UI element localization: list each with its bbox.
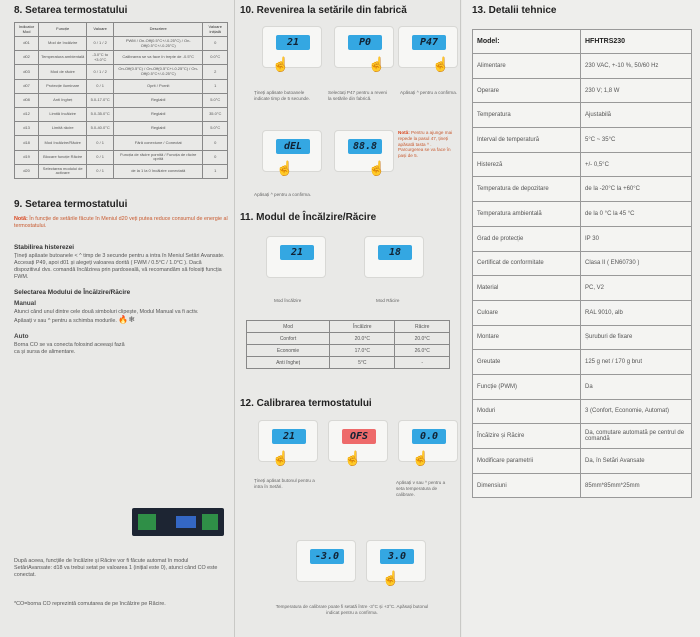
cell-val: 0 / 1 / 2 xyxy=(87,65,114,79)
table-row xyxy=(473,177,692,202)
flame-icon: 🔥 xyxy=(118,314,129,324)
cell-init: 5.0°C xyxy=(203,122,228,136)
table-row xyxy=(247,345,450,357)
table-row xyxy=(473,325,692,350)
cell-desc: Reglabil xyxy=(114,122,203,136)
cell-init: 0 xyxy=(203,136,228,150)
hysteresis-heading: Stabilirea histerezei xyxy=(14,243,75,251)
column-header: Indicator Mod xyxy=(15,23,39,37)
lcd-screen: 88.8 xyxy=(348,139,382,154)
thermostat-display xyxy=(364,236,424,278)
spec-value: Ajustabilă xyxy=(581,103,692,128)
thermostat-display xyxy=(262,26,322,68)
section-9-title: 9. Setarea termostatului xyxy=(14,198,128,210)
lcd-screen: OFS xyxy=(342,429,376,444)
cell-val: 0 / 1 / 2 xyxy=(87,37,114,51)
cell-func: Anti îngheț xyxy=(39,93,87,107)
spec-value: 85mm*85mm*25mm xyxy=(581,473,692,498)
spec-label: Alimentare xyxy=(473,54,581,79)
cell-mod: d08 xyxy=(15,93,39,107)
cell-val: 5.0-40.0°C xyxy=(87,122,114,136)
table-row xyxy=(473,473,692,498)
spec-label: Dimensiuni xyxy=(473,473,581,498)
note-text: În funcție de setările făcute în Meniul d20 veți putea reduce consumul de energie al termostatului. xyxy=(14,215,228,229)
spec-value: 230 V; 1,8 W xyxy=(581,78,692,103)
table-header xyxy=(247,321,450,333)
spec-label: Grad de protecție xyxy=(473,226,581,251)
table-cell: Confort xyxy=(247,333,330,345)
cell-val: 5.0-17.0°C xyxy=(87,93,114,107)
hand-press-icon: ☝ xyxy=(368,160,386,176)
section-13-title: 13. Detalii tehnice xyxy=(472,5,557,16)
table-row xyxy=(15,150,228,164)
co-footnote: *CO=borna CO reprezintă comutarea de pe încălzire pe Răcire. xyxy=(14,601,166,607)
table-row xyxy=(15,122,228,136)
tech-specs-table xyxy=(472,29,692,498)
spec-label: Operare xyxy=(473,78,581,103)
hand-press-icon: ☝ xyxy=(344,450,362,466)
table-row xyxy=(473,202,692,227)
heating-mode-caption: Mod Încălzire xyxy=(274,298,302,303)
cell-init: 1 xyxy=(203,79,228,93)
section-11-title: 11. Modul de Încălzire/Răcire xyxy=(240,212,377,223)
spec-label: Montare xyxy=(473,325,581,350)
terminal-block-image xyxy=(132,508,224,536)
model-label: Model: xyxy=(473,30,581,54)
cell-func: Limită răcire xyxy=(39,122,87,136)
spec-value: de la 0 °C la 45 °C xyxy=(581,202,692,227)
cell-desc: Funcția de răcire pornită / Funcția de răcire oprită xyxy=(114,150,203,164)
step-caption: Țineți apăsat butonul pentru a intra în Setări. xyxy=(254,478,315,489)
step-caption: Țineți apăsate butoanele indicate timp de 5 secunde. xyxy=(254,90,310,101)
table-row xyxy=(15,164,228,178)
cell-func: Mod de încălzire xyxy=(39,37,87,51)
thermostat-display xyxy=(296,540,356,582)
cell-init: 2 xyxy=(203,65,228,79)
table-row xyxy=(473,399,692,424)
table-row xyxy=(473,251,692,276)
hysteresis-text: Țineți apăsate butoanele < ^ timp de 3 secunde pentru a intra în Meniul Setări Avansate. Accesați P49, apoi d01 și alegeți valoarea dorită ( FWM / 0.5°C / 1.0°C ). Dacă dispozitivul dvs. comandă încălzirea prin pardoseală, vă recomandăm să folosiți funcția FWM. xyxy=(14,252,225,280)
lcd-screen: -3.0 xyxy=(310,549,344,564)
hand-press-icon: ☝ xyxy=(382,570,400,586)
cell-init: 35.0°C xyxy=(203,107,228,121)
step-caption: Apăsați v sau ^ pentru a seta temperatura de calibrare. xyxy=(396,480,446,497)
table-row xyxy=(247,357,450,369)
column-header: Funcție xyxy=(39,23,87,37)
column-header: Valoare xyxy=(87,23,114,37)
table-row xyxy=(473,128,692,153)
auto-text: Borna CO se va conecta folosind aceeași fază ca și sursa de alimentare. xyxy=(14,341,125,355)
cell-mod: d13 xyxy=(15,122,39,136)
section-8-title: 8. Setarea termostatului xyxy=(14,5,128,16)
spec-label: Culoare xyxy=(473,300,581,325)
cell-desc: Calibrarea se va face în trepte de -0.5°C xyxy=(114,51,203,65)
table-row xyxy=(473,424,692,449)
cell-mod: d18 xyxy=(15,136,39,150)
table-row xyxy=(473,374,692,399)
step-caption: Apăsați ^ pentru a confirma. xyxy=(254,192,312,197)
hand-press-icon: ☝ xyxy=(272,56,290,72)
table-row xyxy=(473,276,692,301)
cell-val: 0 / 1 xyxy=(87,164,114,178)
spec-value: Clasa II ( EN60730 ) xyxy=(581,251,692,276)
cell-mod: d19 xyxy=(15,150,39,164)
spec-label: Greutate xyxy=(473,350,581,375)
cell-desc: Fără conexiune / Conectat xyxy=(114,136,203,150)
table-row xyxy=(15,93,228,107)
calibration-caption: Temperatura de calibrare poate fi setată între -3°C și +3°C. Apăsați butonul indicat pentru a confirma. xyxy=(275,604,429,615)
cell-func: Blocare funcție Răcire xyxy=(39,150,87,164)
table-cell: 17.0°C xyxy=(330,345,395,357)
cell-desc: PWM / On-Off(0.5°C+/-0.25°C) / On-Off(0.5°C+/-0.25°C) xyxy=(114,37,203,51)
cell-func: Temperatura ambientală xyxy=(39,51,87,65)
table-cell: 20.0°C xyxy=(330,333,395,345)
manual-text xyxy=(14,309,204,325)
table-row xyxy=(15,51,228,65)
cell-val: 0 / 1 xyxy=(87,150,114,164)
table-row xyxy=(473,78,692,103)
table-row xyxy=(473,300,692,325)
table-row xyxy=(473,103,692,128)
hand-press-icon: ☝ xyxy=(272,450,290,466)
spec-label: Modificare parametrii xyxy=(473,449,581,474)
spec-value: Da, comutare automată pe centrul de comandă xyxy=(581,424,692,449)
hand-press-icon: ☝ xyxy=(432,56,450,72)
lcd-screen: P0 xyxy=(348,35,382,50)
manual-heading: Manual xyxy=(14,299,37,307)
column-middle xyxy=(236,0,458,637)
cell-mod: d07 xyxy=(15,79,39,93)
lcd-screen: 0.0 xyxy=(412,429,446,444)
column-left xyxy=(0,0,232,637)
table-header xyxy=(15,23,228,37)
auto-followup-text: După aceea, funcțiile de încălzire și Răcire vor fi făcute automat în modul SetăriAvansate: d18 va trebui setat pe valoarea 1 (inițial este 0), atunci când CO este conectat. xyxy=(14,558,218,578)
table-row xyxy=(247,333,450,345)
column-header: Răcire xyxy=(395,321,450,333)
column-header: Mod xyxy=(247,321,330,333)
table-cell: Economie xyxy=(247,345,330,357)
cell-val: 0 / 1 xyxy=(87,79,114,93)
table-cell: Anti îngheț xyxy=(247,357,330,369)
table-row xyxy=(473,54,692,79)
spec-value: 3 (Confort, Economie, Automat) xyxy=(581,399,692,424)
table-cell: - xyxy=(395,357,450,369)
spec-label: Interval de temperatură xyxy=(473,128,581,153)
spec-value: Da, în Setări Avansate xyxy=(581,449,692,474)
column-header: Valoare inițială xyxy=(203,23,228,37)
thermostat-display xyxy=(266,236,326,278)
table-cell: 5°C xyxy=(330,357,395,369)
spec-value: Șuruburi de fixare xyxy=(581,325,692,350)
spec-value: 5°C ~ 35°C xyxy=(581,128,692,153)
section-10-title: 10. Revenirea la setările din fabrică xyxy=(240,5,407,16)
lcd-screen: P47 xyxy=(412,35,446,50)
cell-desc: Oprit / Pornit xyxy=(114,79,203,93)
lcd-screen: dEL xyxy=(276,139,310,154)
spec-value: de la -20°C la +60°C xyxy=(581,177,692,202)
cell-desc: Reglabil xyxy=(114,107,203,121)
spec-label: Certificat de conformitate xyxy=(473,251,581,276)
cell-func: Selectarea modului de activare xyxy=(39,164,87,178)
spec-label: Material xyxy=(473,276,581,301)
spec-value: 230 VAC, +-10 %, 50/60 Hz xyxy=(581,54,692,79)
table-row xyxy=(15,79,228,93)
section-12-title: 12. Calibrarea termostatului xyxy=(240,398,372,409)
step-caption: Selectați P47 pentru a reveni la setările din fabrică. xyxy=(328,90,387,101)
lcd-screen: 21 xyxy=(280,245,314,260)
spec-value: IP 30 xyxy=(581,226,692,251)
cell-mod: d03 xyxy=(15,65,39,79)
snowflake-icon: ❄ xyxy=(128,314,136,324)
lcd-screen: 18 xyxy=(378,245,412,260)
lcd-screen: 21 xyxy=(272,429,306,444)
table-row xyxy=(473,350,692,375)
table-row xyxy=(15,37,228,51)
note-label: Notă: xyxy=(14,215,28,222)
table-row xyxy=(15,136,228,150)
table-row xyxy=(473,449,692,474)
note-label: Notă: xyxy=(398,130,410,135)
spec-label: Încălzire și Răcire xyxy=(473,424,581,449)
spec-label: Temperatura de depozitare xyxy=(473,177,581,202)
factory-note xyxy=(398,130,456,159)
table-cell: 26.0°C xyxy=(395,345,450,357)
cell-desc: de la 1 la 0 încălzire conectată xyxy=(114,164,203,178)
spec-value: PC, V2 xyxy=(581,276,692,301)
table-header xyxy=(473,30,692,54)
cell-val: 0 / 1 xyxy=(87,136,114,150)
table-cell: 20.0°C xyxy=(395,333,450,345)
manual-text-body: Atunci când unul dintre cele două simboluri clipește, Modul Manual va fi activ. Apăsați v sau ^ pentru a schimba modurile. xyxy=(14,308,199,324)
auto-heading: Auto xyxy=(14,332,29,340)
hand-press-icon: ☝ xyxy=(276,160,294,176)
cell-init: 5.0°C xyxy=(203,93,228,107)
spec-value: RAL 9010, alb xyxy=(581,300,692,325)
hand-press-icon: ☝ xyxy=(412,450,430,466)
spec-value: +/- 0,5°C xyxy=(581,152,692,177)
spec-value: 125 g net / 170 g brut xyxy=(581,350,692,375)
cell-init: 0 xyxy=(203,150,228,164)
spec-label: Funcție (PWM) xyxy=(473,374,581,399)
table-row xyxy=(473,226,692,251)
cell-val: 5.0-35.0°C xyxy=(87,107,114,121)
settings-table xyxy=(14,22,228,179)
spec-value: Da xyxy=(581,374,692,399)
cell-func: Mod de răcire xyxy=(39,65,87,79)
table-row xyxy=(473,152,692,177)
table-row xyxy=(15,65,228,79)
cell-init: 0.0°C xyxy=(203,51,228,65)
step-caption: Apăsați ^ pentru a confirma. xyxy=(400,90,458,95)
cell-mod: d02 xyxy=(15,51,39,65)
cell-func: Limită încălzire xyxy=(39,107,87,121)
cell-val: -3.0°C to +3.0°C xyxy=(87,51,114,65)
cooling-mode-caption: Mod Răcire xyxy=(376,298,400,303)
table-row xyxy=(15,107,228,121)
mode-select-heading: Selectarea Modului de Încălzire/Răcire xyxy=(14,288,131,296)
column-right xyxy=(462,0,700,637)
cell-mod: d20 xyxy=(15,164,39,178)
cell-mod: d12 xyxy=(15,107,39,121)
cell-func: Mod încălzire/Răcire xyxy=(39,136,87,150)
cell-init: 0 xyxy=(203,37,228,51)
cell-init: 1 xyxy=(203,164,228,178)
cell-func: Protecție iluminare xyxy=(39,79,87,93)
model-value: HFHTRS230 xyxy=(581,30,692,54)
cell-desc: On-Off(0.5°C) / On-Off(0.5°C+/-0.25°C) / On-Off(0.5°C+/-0.25°C) xyxy=(114,65,203,79)
spec-label: Temperatura xyxy=(473,103,581,128)
spec-label: Moduri xyxy=(473,399,581,424)
mode-table xyxy=(246,320,450,369)
column-header: Încălzire xyxy=(330,321,395,333)
lcd-screen: 21 xyxy=(276,35,310,50)
lcd-screen: 3.0 xyxy=(380,549,414,564)
cell-desc: Reglabil xyxy=(114,93,203,107)
cell-mod: d01 xyxy=(15,37,39,51)
note xyxy=(14,216,228,230)
hand-press-icon: ☝ xyxy=(368,56,386,72)
column-header: Descriere xyxy=(114,23,203,37)
note-text: Pentru a ajunge mai repede la pasul 47, țineți apăsată tasta ^ . Parcurgerea se va face în pași de 5. xyxy=(398,130,453,159)
spec-label: Temperatura ambientală xyxy=(473,202,581,227)
spec-label: Histereză xyxy=(473,152,581,177)
